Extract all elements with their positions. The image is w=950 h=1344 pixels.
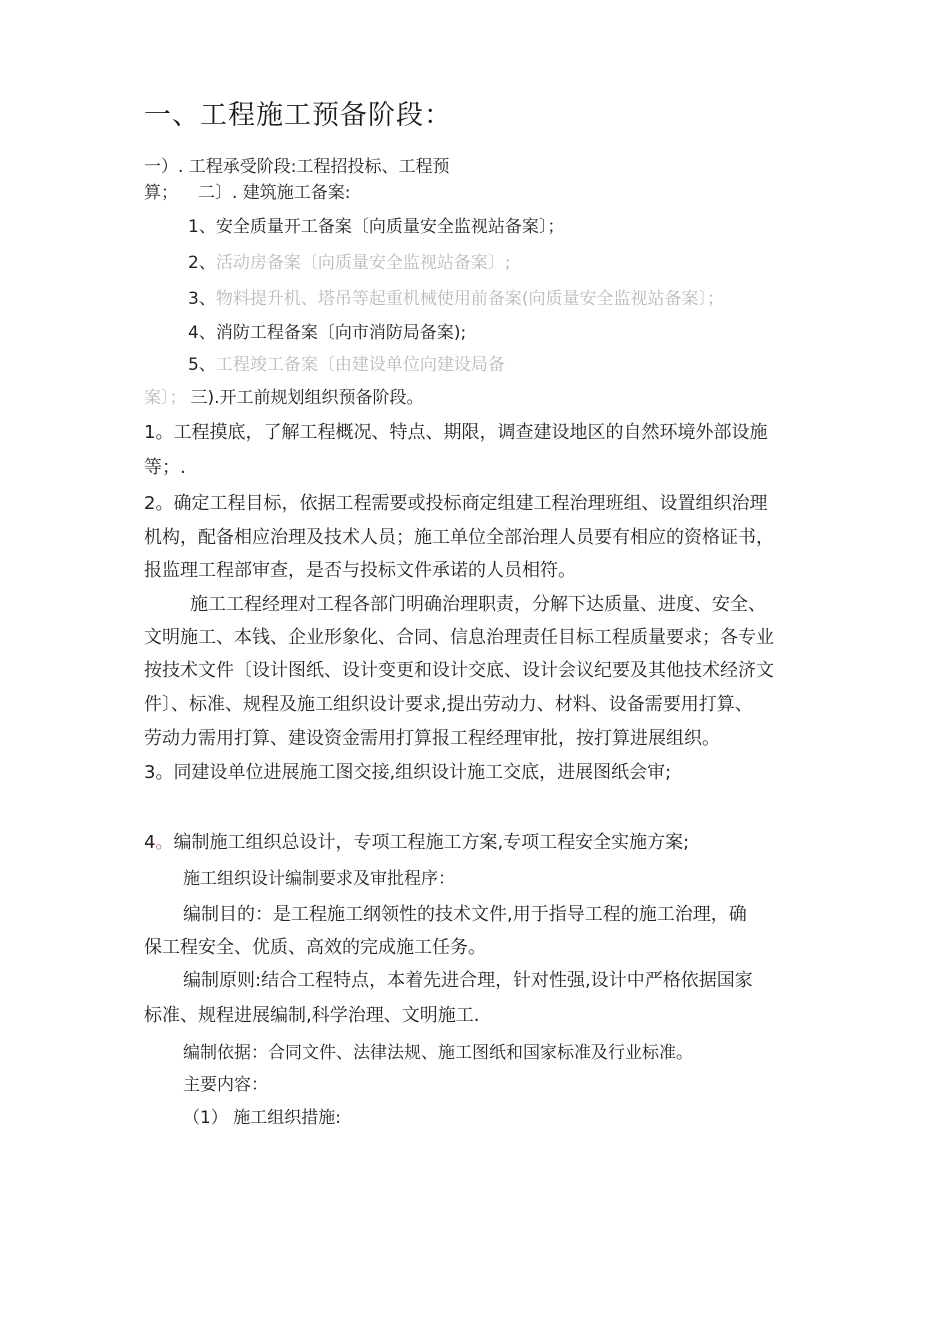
paragraph-text: 。确定工程目标，依据工程需要或投标商定组建工程治理班组、设置组织治理 [155, 493, 768, 514]
list-item-text: 消防工程备案〔向市消防局备案); [215, 323, 467, 343]
paragraph-punct: 。 [155, 832, 174, 853]
list-item-text: 活动房备案〔向质量安全监视站备案〕; [215, 253, 511, 273]
paragraph-line: 报监理工程部审查，是否与投标文件承诺的人员相符。 [144, 560, 576, 581]
section-2-heading: 二〕. 建筑施工备案: [198, 183, 351, 203]
paragraph-line: 劳动力需用打算、建设资金需用打算报工程经理审批，按打算进展组织。 [144, 728, 720, 749]
list-item-text: 安全质量开工备案〔向质量安全监视站备案〕； [215, 217, 565, 237]
list-item-number: 2、 [188, 253, 216, 273]
list-item-text: 物料提升机、塔吊等起重机械使用前备案(向质量安全监视站备案〕； [215, 289, 724, 309]
list-item-number: 4、 [188, 323, 216, 343]
paragraph-line: 按技术文件〔设计图纸、设计变更和设计交底、设计会议纪要及其他技术经济文 [144, 660, 774, 681]
paragraph-line: 标准、规程进展编制,科学治理、文明施工. [144, 1005, 480, 1026]
paragraph-text: 。工程摸底，了解工程概况、特点、期限，调查建设地区的自然环境外部设施 [155, 422, 768, 443]
paragraph-line: 主要内容： [183, 1075, 268, 1095]
section-3-line [144, 385, 424, 411]
paragraph-line: 保工程安全、优质、高效的完成施工任务。 [144, 937, 486, 958]
paragraph-text: 编制施工组织总设计，专项工程施工方案,专项工程安全实施方案; [173, 832, 690, 853]
list-item [188, 352, 505, 378]
paragraph-line: 编制依据：合同文件、法律法规、施工图纸和国家标准及行业标准。 [183, 1043, 693, 1063]
paragraph-number: 4 [144, 832, 156, 853]
paragraph-line: 文明施工、本钱、企业形象化、合同、信息治理责任目标工程质量要求；各专业 [144, 627, 774, 648]
list-item-number: 5、 [188, 355, 216, 375]
list-item [188, 214, 564, 240]
section-3-heading: 三).开工前规划组织预备阶段。 [190, 388, 424, 408]
paragraph-line: 编制目的：是工程施工纲领性的技术文件,用于指导工程的施工治理，确 [183, 904, 747, 925]
list-item-number: 1、 [188, 217, 216, 237]
paragraph-line: 机构，配备相应治理及技术人员；施工单位全部治理人员要有相应的资格证书， [144, 527, 774, 548]
list-item [188, 320, 466, 346]
list-item [188, 286, 724, 312]
paragraph-line: 施工工程经理对工程各部门明确治理职责，分解下达质量、进度、安全、 [190, 594, 766, 615]
section-1-heading-cont [144, 180, 351, 206]
section-1-heading: 一）. 工程承受阶段:工程招投标、工程预 [144, 157, 450, 177]
list-item-continuation: 案〕； [144, 388, 187, 408]
paragraph-4 [144, 830, 689, 856]
paragraph-text: 。同建设单位进展施工图交接,组织设计施工交底，进展图纸会审; [155, 762, 672, 783]
paragraph-line: 编制原则:结合工程特点，本着先进合理，针对性强,设计中严格依据国家 [183, 970, 753, 991]
paragraph-number: 2 [144, 493, 156, 514]
paragraph-line: 等；. [144, 457, 186, 478]
paragraph-number: 3 [144, 762, 156, 783]
page-title: 一、工程施工预备阶段： [144, 100, 452, 131]
paragraph-line: 施工组织设计编制要求及审批程序： [183, 869, 455, 889]
list-item [188, 250, 511, 276]
paragraph-line: 件〕、标准、规程及施工组织设计要求,提出劳动力、材料、设备需要用打算、 [144, 694, 753, 715]
paragraph-2 [144, 491, 767, 517]
paragraph-1 [144, 420, 767, 446]
list-item-number: 3、 [188, 289, 216, 309]
paragraph-number: 1 [144, 422, 156, 443]
section-1-tail: 算； [144, 183, 178, 203]
list-item-text: 工程竣工备案〔由建设单位向建设局备 [215, 355, 505, 375]
paragraph-3 [144, 760, 671, 786]
paragraph-line: （1） 施工组织措施: [183, 1108, 341, 1128]
